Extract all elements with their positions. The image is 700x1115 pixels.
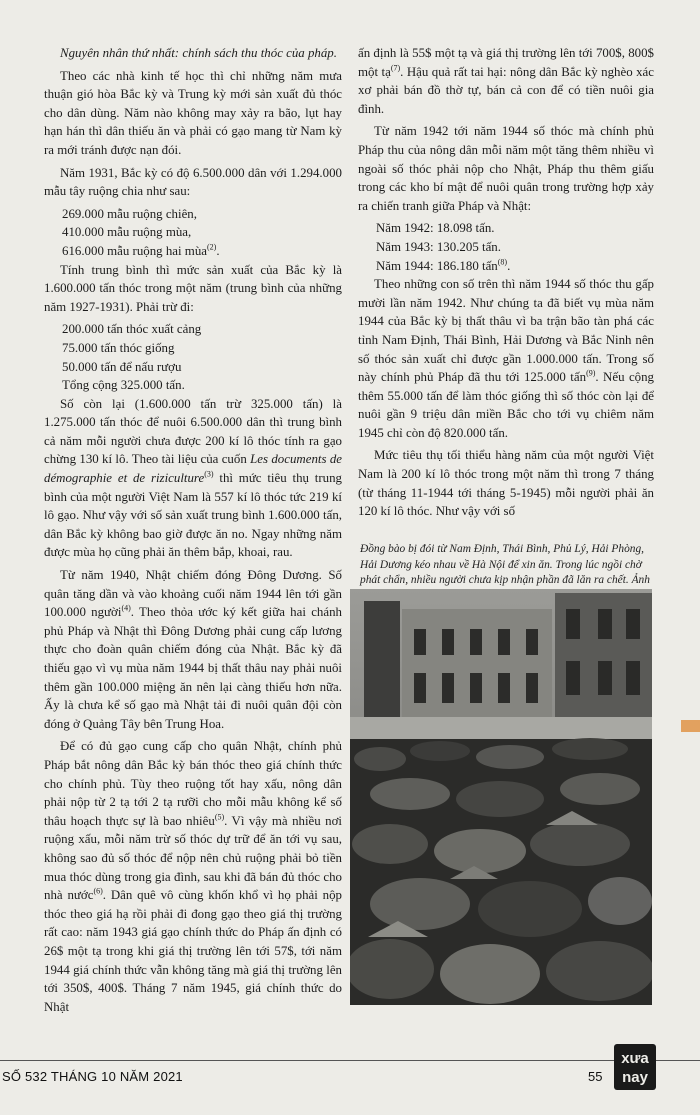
footer-divider	[0, 1060, 700, 1061]
left-column	[44, 44, 342, 1020]
footnote-ref: (3)	[204, 469, 214, 479]
page-edge-tab	[681, 720, 700, 732]
text: ấn định là 55$ một tạ và giá thị trường lên tới 700$, 800$ một tạ	[358, 46, 654, 79]
issue-label: SỐ 532 THÁNG 10 NĂM 2021	[2, 1069, 183, 1084]
list-item: 200.000 tấn thóc xuất cảng	[62, 322, 202, 337]
list-text: 616.000 mẫu ruộng hai mùa	[62, 243, 207, 258]
paragraph: Mức tiêu thụ tối thiểu hàng năm của một người Việt Nam là 200 kí lô thóc trong một năm thì trong 7 tháng (từ tháng 11-1944 tới tháng 5-1945) mỗi người phải ăn 120 kí lô thóc. Như vậy với số	[358, 448, 654, 519]
page-number: 55	[588, 1069, 603, 1084]
footnote-ref: (7)	[390, 63, 401, 73]
list-item	[44, 242, 342, 261]
paragraph	[358, 275, 654, 442]
text: . Dân quê vô cùng khốn khổ vì họ phải nộp thóc theo giá hạ rồi phải đi đong gạo theo giá thị trường rất cao: năm 1943 giá gạo chính thức do Pháp ấn định có 26$ một tạ trong khi giá thị trường lên tới 57$, tới năm 1944 giá chính thức vẫn không tăng mà giá thị trường lên tới 350$, 400$. Tháng 7 năm 1945, giá chính thức do Nhật	[44, 888, 342, 1014]
paragraph	[44, 395, 342, 562]
footnote-ref: (8)	[497, 257, 508, 267]
text: . Hậu quả rất tai hại: nông dân Bắc kỳ nghèo xác xơ phải bán đồ thờ tự, bán cả con để có tiền nuôi gia đình.	[358, 64, 654, 116]
photo-caption: Đồng bào bị đói từ Nam Định, Thái Bình, Phủ Lý, Hải Phòng, Hải Dương kéo nhau về Hà Nội để xin ăn. Trong lúc ngồi chờ phát chẩn, nhiều người chưa kịp nhận phần đã lăn ra chết. Ảnh	[360, 543, 650, 586]
footnote-ref: (2)	[207, 242, 217, 252]
list-text-end: .	[507, 258, 511, 273]
svg-text:nay: nay	[622, 1069, 648, 1086]
list-item: 75.000 tấn thóc giống	[62, 340, 175, 355]
right-column	[358, 44, 654, 525]
list-item: 410.000 mẫu ruộng mùa,	[62, 225, 192, 240]
list-text: Năm 1944: 186.180 tấn	[376, 258, 498, 273]
footnote-ref: (6)	[93, 886, 103, 896]
list-item: 269.000 mẫu ruộng chiên,	[62, 206, 197, 221]
list-item: 50.000 tấn để nấu rượu	[62, 359, 182, 374]
text: Để có đủ gạo cung cấp cho quân Nhật, chính phủ Pháp bắt nông dân Bắc kỳ bán thóc theo giá chính thức cho chính phủ. Tùy theo ruộng tốt hay xấu, nông dân phải nộp từ 2 tạ tới 2 tạ rưỡi cho mỗi mẫu không kể số thâu hoạch thực sự là bao nhiêu	[44, 739, 342, 828]
paragraph: Tính trung bình thì mức sản xuất của Bắc kỳ là 1.600.000 tấn thóc trong một năm (trung bình của những năm 1927-1931). Phải trừ đi:	[44, 262, 342, 314]
section-heading: Nguyên nhân thứ nhất: chính sách thu thóc của pháp.	[60, 46, 337, 60]
svg-text:xưa: xưa	[621, 1050, 649, 1067]
paragraph: Năm 1931, Bắc kỳ có độ 6.500.000 dân với 1.294.000 mẫu tây ruộng chia như sau:	[44, 165, 342, 199]
list-item: Năm 1942: 18.098 tấn.	[376, 221, 495, 236]
text: Từ năm 1940, Nhật chiếm đóng Đông Dương. Số quân tăng dần và vào khoảng cuối năm 1944 lên tới gần 100.000 người	[44, 568, 342, 620]
text: . Nếu cộng thêm 55.000 tấn để làm thóc giống thì số thóc còn lại để nuôi gần 9 triệu dân miền Bắc cho tới vụ chiêm năm 1945 chỉ còn độ 820.000 tấn.	[358, 370, 655, 440]
paragraph: Theo các nhà kinh tế học thì chỉ những năm mưa thuận gió hòa Bắc kỳ và Trung kỳ mới sản xuất đủ thóc cho dân dùng. Năm nào không may xảy ra bão, lụt hay hạn hán thì dân thiếu ăn và phải có gạo mang từ Nam kỳ ra mới tránh được nạn đói.	[44, 68, 342, 157]
book-title: Les documents de démographie et de riziculture	[44, 452, 342, 486]
text: . Vì vậy mà nhiều nơi ruộng xấu, mỗi năm trừ số thóc dự trữ để ăn tới vụ sau, không sao đủ số thóc để nộp nên chủ ruộng phải bỏ tiền mua thóc dùng trong gia đình, sau khi đã bán đủ thóc cho nhà nước	[44, 813, 342, 903]
historical-photo	[350, 589, 652, 1005]
magazine-logo	[614, 1044, 656, 1090]
list-item: Năm 1943: 130.205 tấn.	[376, 239, 501, 254]
text: thì mức tiêu thụ trung bình của một người Việt Nam là 557 kí lô thóc tức 219 kí lô gạo. Như vậy với số sản xuất trung bình 1.600.000 tấn, dân Bắc kỳ không bao giờ được ăn no. Ngay những năm được mùa họ cũng phải ăn thêm bắp, khoai, rau.	[44, 471, 343, 560]
paragraph	[44, 566, 342, 733]
text: . Theo thỏa ước ký kết giữa hai chánh phủ Pháp và Nhật thì Đông Dương phải cung cấp lương thực cho đoàn quân chiếm đóng của Nhật. Bắc kỳ đã thiếu gạo vì vụ mùa năm 1944 bị thất thâu nay phải nuôi thêm gần 100.000 miệng ăn nên lại càng thiếu hơn nữa. Ấy là chưa kể số gạo mà Nhật tải đi nuôi quân đội còn đóng ở Quảng Tây bên Trung Hoa.	[44, 605, 342, 731]
footnote-ref: (4)	[121, 603, 131, 613]
paragraph	[358, 44, 654, 118]
list-item	[358, 257, 654, 276]
text: Theo những con số trên thì năm 1944 số thóc thu gấp mười lần năm 1942. Như chúng ta đã biết vụ mùa năm 1944 của Bắc kỳ bị thất thâu vì ba trận bão tàn phá các tỉnh Nam Định, Thái Bình, Hải Dương và Bắc Ninh nên số thóc sản xuất chỉ được gần 1.000.000 tấn. Trong số này chính phủ Pháp đã thu tới 125.000 tấn	[358, 277, 654, 385]
text: Số còn lại (1.600.000 tấn trừ 325.000 tấn) là 1.275.000 tấn thóc để nuôi 6.500.000 dân thì trung bình cả năm mỗi người chưa được 200 kí lô thóc tính ra gạo chừng 130 kí lô. Theo tài liệu của cuốn	[44, 396, 342, 467]
paragraph: Từ năm 1942 tới năm 1944 số thóc mà chính phủ Pháp thu của nông dân mỗi năm một tăng thêm nhiều vì ngoài số thóc phải nộp cho Nhật, Pháp thu thêm giấu trong các kho bí mật để nuôi quân trong trường hợp xảy ra chiến tranh giữa Pháp và Nhật:	[358, 124, 654, 213]
list-text-end: .	[216, 243, 220, 258]
paragraph	[44, 737, 342, 1016]
footnote-ref: (5)	[214, 812, 225, 822]
list-item: Tổng cộng 325.000 tấn.	[62, 378, 185, 393]
footnote-ref: (9)	[586, 368, 596, 378]
